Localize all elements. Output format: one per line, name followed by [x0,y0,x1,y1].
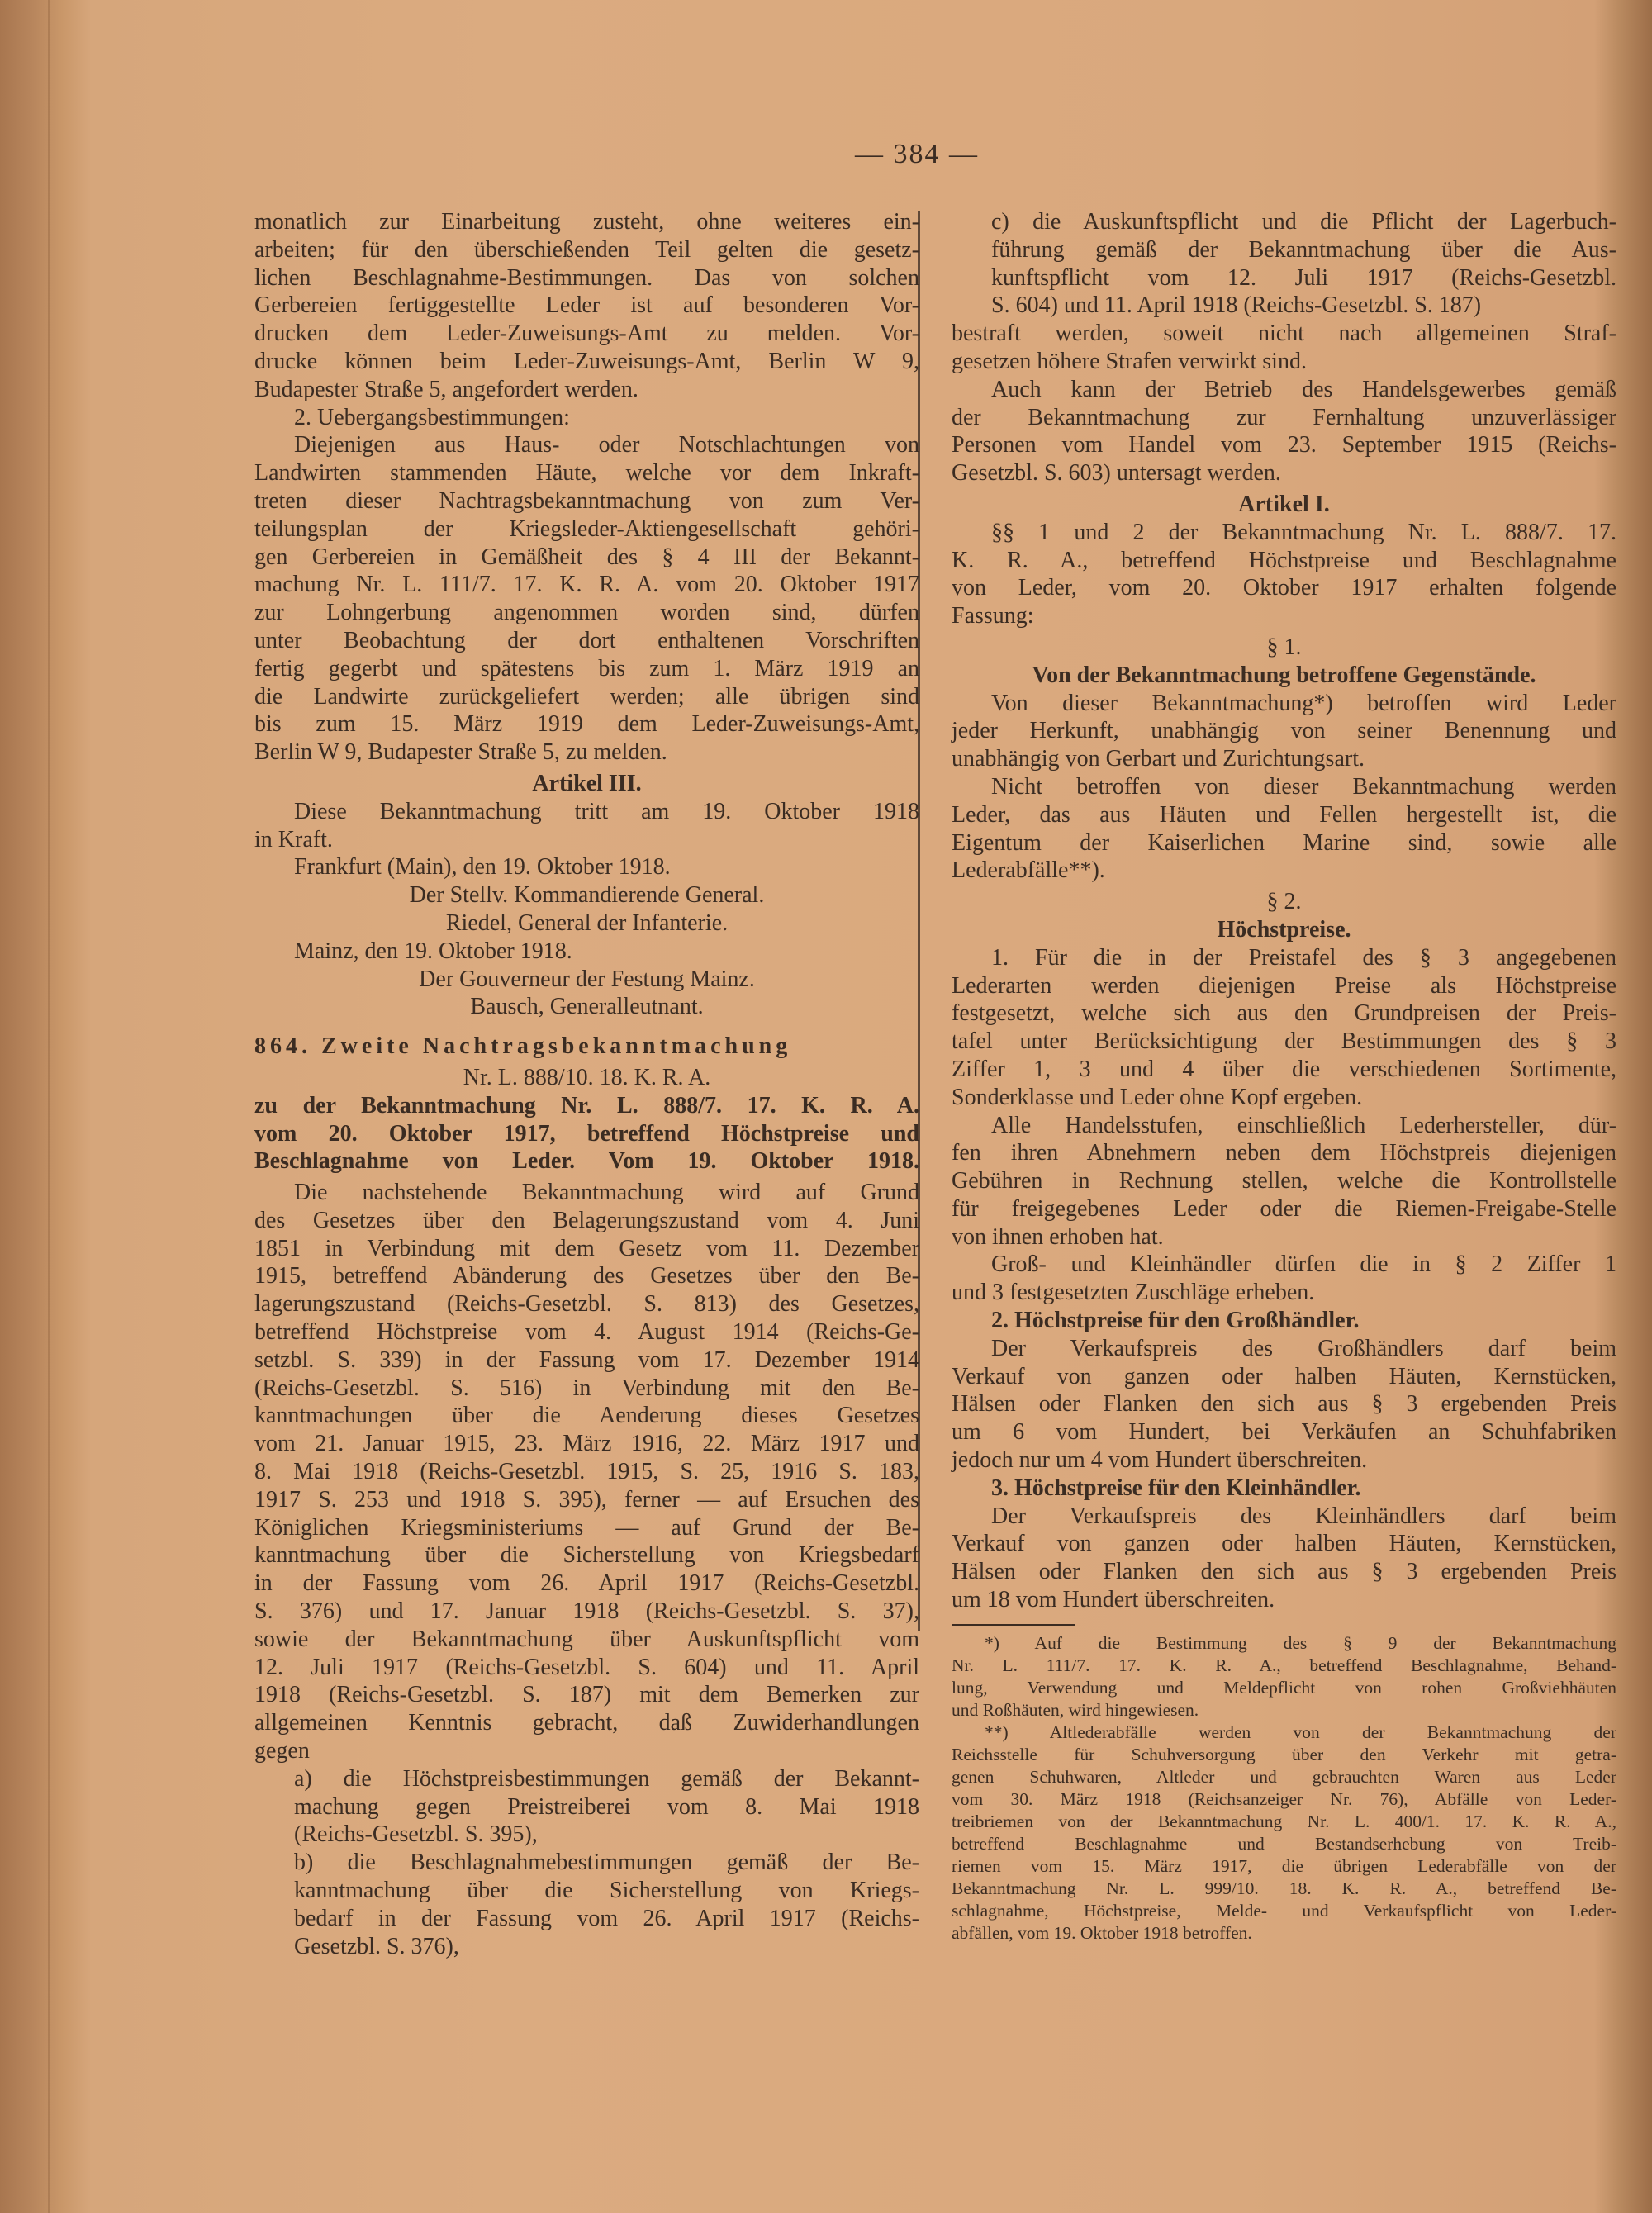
text-line: die Landwirte zurückgeliefert werden; alle übrigen sind [254,683,919,710]
text-block [952,519,1616,630]
text-line: Lederabfälle**). [952,857,1105,884]
text-line: Mainz, den 19. Oktober 1918. [294,938,572,964]
text-line: des Gesetzes über den Belagerungszustand vom 4. Juni [254,1207,919,1233]
text-block [952,1251,1616,1307]
text-line: Hälsen oder Flanken den sich aus § 3 ergebenden Preis [952,1391,1616,1418]
text-line: Artikel I. [1238,491,1330,517]
text-line: 1917 S. 253 und 1918 S. 395), ferner — auf Ersuchen des [254,1486,919,1513]
text-line: sowie der Bekanntmachung über Auskunftspflicht vom [254,1626,919,1652]
text-line: 1918 (Reichs-Gesetzbl. S. 187) mit dem Bemerken zur [254,1682,919,1708]
text-line: jedoch nur um 4 vom Hundert überschreiten. [952,1447,1368,1474]
text-line: kanntmachung über die Sicherstellung von Kriegsbedarf [254,1542,919,1569]
text-block [254,404,919,432]
text-line: 864. Zweite Nachtragsbekanntmachung [254,1033,792,1060]
text-line: bestraft werden, soweit nicht nach allgemeinen Straf- [952,321,1616,347]
text-line: drucken dem Leder-Zuweisungs-Amt zu melden. Vor- [254,321,919,347]
text-block [952,320,1616,376]
text-line: Gesetzbl. S. 376), [294,1933,459,1959]
text-line: Personen vom Handel vom 23. September 1915 (Reichs- [952,432,1616,458]
text-line: teilungsplan der Kriegsleder-Aktiengesellschaft gehöri- [254,515,919,542]
text-line: Artikel III. [532,770,642,796]
text-line: lagerungszustand (Reichs-Gesetzbl. S. 813) des Gesetzes, [254,1291,919,1318]
text-line: Leder, das aus Häuten und Fellen hergestellt ist, die [952,801,1616,828]
text-line: K. R. A., betreffend Höchstpreise und Beschlagnahme [952,547,1616,573]
text-line: fertig gegerbt und spätestens bis zum 1. März 1919 an [254,655,919,681]
text-block [952,773,1616,885]
text-line: 8. Mai 1918 (Reichs-Gesetzbl. 1915, S. 25, 1916 S. 183, [254,1459,919,1485]
footnote-line: abfällen, vom 19. Oktober 1918 betroffen. [952,1922,1252,1943]
footnotes [952,1632,1616,1945]
text-block [254,881,919,909]
text-line: Beschlagnahme von Leder. Vom 19. Oktober 1918. [254,1148,919,1175]
text-line: Riedel, General der Infanterie. [445,909,729,936]
text-line: Die nachstehende Bekanntmachung wird auf Grund [294,1180,919,1206]
text-line: Landwirten stammenden Häute, welche vor dem Inkraft- [254,460,919,487]
text-line: zu der Bekanntmachung Nr. L. 888/7. 17. K. R. A. [254,1092,919,1118]
text-line: unabhängig von Gerbart und Zurichtungsart. [952,746,1365,772]
footnote-line: riemen vom 15. März 1917, die übrigen Lederabfälle von der [952,1855,1616,1876]
text-block [952,1503,1616,1614]
text-line: Ziffer 1, 3 und 4 über die verschiedenen Sortimente, [952,1056,1616,1082]
text-line: 1. Für die in der Preistafel des § 3 angegebenen [991,944,1616,971]
text-block [254,853,919,881]
text-line: machung gegen Preistreiberei vom 8. Mai 1918 [294,1793,919,1820]
text-line: von ihnen erhoben hat. [952,1223,1164,1250]
text-line: Alle Handelsstufen, einschließlich Lederhersteller, dür- [991,1112,1616,1138]
text-line: a) die Höchstpreisbestimmungen gemäß der Bekannt- [294,1765,919,1792]
text-line: unter Beobachtung der dort enthaltenen Vorschriften [254,627,919,653]
footnote [952,1721,1616,1945]
text-line: Fassung: [952,603,1034,629]
text-line: um 6 vom Hundert, bei Verkäufen an Schuhfabriken [952,1419,1616,1446]
text-line: § 2. [1266,889,1302,915]
text-block [254,1092,919,1175]
footnote-line: schlagnahme, Höchstpreise, Melde- und Verkaufspflicht von Leder- [952,1900,1616,1921]
text-line: 2. Höchstpreise für den Großhändler. [991,1308,1360,1334]
text-line: zur Lohngerbung angenommen worden sind, dürfen [254,600,919,626]
footnote-line: Nr. L. 111/7. 17. K. R. A., betreffend Beschlagnahme, Behand- [952,1655,1616,1675]
text-line: Höchstpreise. [1217,916,1351,943]
text-line: Groß- und Kleinhändler dürfen die in § 2 Ziffer 1 [991,1251,1616,1278]
text-line: § 1. [1266,634,1302,660]
text-line: bis zum 15. März 1919 dem Leder-Zuweisungs-Amt, [254,711,919,738]
footnote-line: lung, Verwendung und Meldepflicht von rohen Großviehhäuten [952,1677,1616,1698]
text-line: monatlich zur Einarbeitung zusteht, ohne weiteres ein- [254,209,919,235]
text-block [254,1849,919,1960]
text-block [254,993,919,1021]
text-line: 1915, betreffend Abänderung des Gesetzes über den Be- [254,1263,919,1289]
text-line: S. 376) und 17. Januar 1918 (Reichs-Gesetzbl. S. 37), [254,1598,919,1625]
text-line: bedarf in der Fassung vom 26. April 1917 (Reichs- [294,1905,919,1931]
text-line: Von dieser Bekanntmachung*) betroffen wird Leder [991,690,1616,716]
footnote-line: treibriemen von der Bekanntmachung Nr. L. 400/1. 17. K. R. A., [952,1811,1616,1831]
text-line: Nicht betroffen von dieser Bekanntmachung werden [991,773,1616,800]
text-line: Hälsen oder Flanken den sich aus § 3 ergebenden Preis [952,1559,1616,1585]
text-line: in Kraft. [254,826,333,852]
text-block [254,1033,919,1061]
text-line: der Bekanntmachung zur Fernhaltung unzuverlässiger [952,404,1616,430]
text-block [952,888,1616,916]
text-block [254,431,919,767]
text-block [254,208,919,404]
text-line: gesetzen höhere Strafen verwirkt sind. [952,348,1307,374]
text-line: Von der Bekanntmachung betroffene Gegenstände. [1032,662,1536,688]
text-block [254,1765,919,1849]
text-line: Verkauf von ganzen oder halben Häuten, Kernstücken, [952,1363,1616,1389]
text-line: treten dieser Nachtragsbekanntmachung von zum Ver- [254,487,919,514]
left-column [254,208,919,1960]
text-line: c) die Auskunftspflicht und die Pflicht der Lagerbuch- [991,209,1616,235]
text-line: drucke können beim Leder-Zuweisungs-Amt, Berlin W 9, [254,348,919,374]
text-line: Diejenigen aus Haus- oder Notschlachtungen von [294,432,919,458]
text-block [952,916,1616,944]
text-block [254,1179,919,1765]
text-block [254,966,919,994]
text-line: Der Gouverneur der Festung Mainz. [419,966,755,992]
text-line: betreffend Höchstpreise vom 4. August 1914 (Reichs-Ge- [254,1319,919,1346]
text-line: kanntmachungen über die Aenderung dieses Gesetzes [254,1403,919,1429]
footnote-line: genen Schuhwaren, Altleder und gebrauchten Waren aus Leder [952,1766,1616,1787]
text-block [952,1307,1616,1335]
text-line: vom 20. Oktober 1917, betreffend Höchstpreise und [254,1120,919,1147]
text-line: von Leder, vom 20. Oktober 1917 erhalten folgende [952,575,1616,601]
text-block [952,690,1616,773]
text-line: vom 21. Januar 1915, 23. März 1916, 22. März 1917 und [254,1431,919,1457]
text-line: Eigentum der Kaiserlichen Marine sind, sowie alle [952,829,1616,856]
text-line: 2. Uebergangsbestimmungen: [294,404,570,430]
text-line: (Reichs-Gesetzbl. S. 516) in Verbindung mit den Be- [254,1375,919,1401]
footnote [952,1632,1616,1721]
text-block [254,909,919,938]
text-line: führung gemäß der Bekanntmachung über die Aus- [991,236,1616,263]
text-line: Der Verkaufspreis des Großhändlers darf beim [991,1335,1616,1361]
text-line: gen Gerbereien in Gemäßheit des § 4 III der Bekannt- [254,544,919,570]
text-block [952,1475,1616,1503]
text-block [254,938,919,966]
text-block [952,1112,1616,1251]
text-line: Diese Bekanntmachung tritt am 19. Oktober 1918 [294,798,919,824]
footnote-line: Reichsstelle für Schuhversorgung über den Verkehr mit getra- [952,1744,1616,1764]
text-line: Gebühren in Rechnung stellen, welche die Kontrollstelle [952,1168,1616,1194]
text-line: Budapester Straße 5, angefordert werden. [254,376,638,402]
text-line: tafel unter Berücksichtigung der Bestimmungen des § 3 [952,1028,1616,1055]
footnote-line: und Roßhäuten, wird hingewiesen. [952,1699,1199,1720]
text-line: S. 604) und 11. April 1918 (Reichs-Gesetzbl. S. 187) [991,292,1482,319]
text-line: Auch kann der Betrieb des Handelsgewerbes gemäß [991,376,1616,402]
text-line: Lederarten werden diejenigen Preise als Höchstpreise [952,972,1616,999]
text-line: festgesetzt, welche sich aus den Grundpreisen der Preis- [952,1000,1616,1027]
text-line: gegen [254,1738,310,1764]
footnote-line: betreffend Beschlagnahme und Bestandserhebung von Treib- [952,1833,1616,1854]
footnote-rule [952,1624,1075,1626]
binding-edge [48,0,50,2213]
text-line: fen ihren Abnehmern neben dem Höchstpreis diejenigen [952,1140,1616,1166]
text-line: 1851 in Verbindung mit dem Gesetz vom 11. Dezember [254,1235,919,1261]
text-line: in der Fassung vom 26. April 1917 (Reichs-Gesetzbl. [254,1570,919,1597]
text-line: (Reichs-Gesetzbl. S. 395), [294,1821,538,1848]
text-block [952,944,1616,1112]
text-block [952,662,1616,690]
text-line: Sonderklasse und Leder ohne Kopf ergeben. [952,1084,1363,1110]
text-line: Gerbereien fertiggestellte Leder ist auf besonderen Vor- [254,292,919,319]
text-block [254,1064,919,1092]
text-line: setzbl. S. 339) in der Fassung vom 17. Dezember 1914 [254,1346,919,1373]
text-block [254,798,919,854]
text-line: Königlichen Kriegsministeriums — auf Grund der Be- [254,1514,919,1541]
text-line: kunftspflicht vom 12. Juli 1917 (Reichs-Gesetzbl. [991,264,1616,291]
text-line: Berlin W 9, Budapester Straße 5, zu melden. [254,739,667,766]
text-line: Bausch, Generalleutnant. [470,994,704,1020]
text-block [952,376,1616,487]
text-line: Der Verkaufspreis des Kleinhändlers darf beim [991,1503,1616,1529]
text-line: 3. Höchstpreise für den Kleinhändler. [991,1475,1361,1501]
footnote-line: *) Auf die Bestimmung des § 9 der Bekanntmachung [985,1632,1616,1653]
text-block [254,770,919,798]
text-line: und 3 festgesetzten Zuschläge erheben. [952,1280,1315,1306]
text-line: um 18 vom Hundert überschreiten. [952,1587,1275,1613]
text-line: Frankfurt (Main), den 19. Oktober 1918. [294,854,671,881]
text-line: §§ 1 und 2 der Bekanntmachung Nr. L. 888/7. 17. [991,519,1616,545]
text-line: allgemeinen Kenntnis gebracht, daß Zuwiderhandlungen [254,1710,919,1736]
text-line: lichen Beschlagnahme-Bestimmungen. Das von solchen [254,264,919,291]
text-block [952,634,1616,662]
text-line: Der Stellv. Kommandierende General. [409,882,765,909]
text-line: b) die Beschlagnahmebestimmungen gemäß der Be- [294,1850,919,1876]
text-line: Gesetzbl. S. 603) untersagt werden. [952,460,1281,487]
text-line: arbeiten; für den überschießenden Teil gelten die gesetz- [254,236,919,263]
right-column [952,208,1616,1945]
text-block [952,208,1616,320]
text-line: jeder Herkunft, unabhängig von seiner Benennung und [952,718,1616,744]
text-line: Nr. L. 888/10. 18. K. R. A. [463,1064,711,1090]
text-line: 12. Juli 1917 (Reichs-Gesetzbl. S. 604) und 11. April [254,1654,919,1680]
footnote-line: **) Altlederabfälle werden von der Bekanntmachung der [985,1721,1616,1742]
text-line: Verkauf von ganzen oder halben Häuten, Kernstücken, [952,1531,1616,1557]
text-line: für freigegebenes Leder oder die Riemen-Freigabe-Stelle [952,1195,1616,1222]
page-number: — 384 — [855,139,979,169]
text-line: kanntmachung über die Sicherstellung von Kriegs- [294,1878,919,1904]
text-line: machung Nr. L. 111/7. 17. K. R. A. vom 20. Oktober 1917 [254,572,919,598]
text-block [952,1335,1616,1475]
footnote-line: vom 30. März 1918 (Reichsanzeiger Nr. 76), Abfälle von Leder- [952,1788,1616,1809]
footnote-line: Bekanntmachung Nr. L. 999/10. 18. K. R. A., betreffend Be- [952,1878,1616,1898]
text-block [952,491,1616,519]
